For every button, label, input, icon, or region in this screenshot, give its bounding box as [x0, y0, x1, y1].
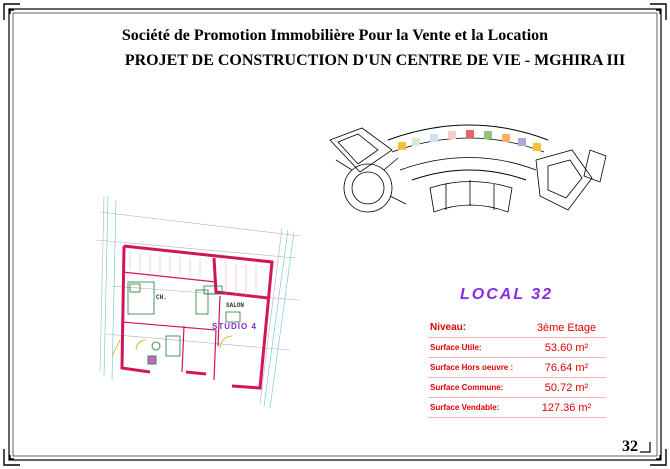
floor-plan [96, 196, 300, 408]
key-plan [330, 125, 606, 212]
room-label-ch: CH. [156, 294, 167, 301]
unit-label-studio: STUDIO 4 [212, 322, 257, 331]
surface-table [428, 318, 606, 418]
table-row [428, 358, 606, 378]
corner-ornament-tr [650, 4, 666, 20]
table-row [428, 378, 606, 398]
row-label: Surface Utile: [428, 338, 527, 358]
corner-ornament-tl [4, 4, 20, 20]
company-title: Société de Promotion Immobilière Pour la Vente et la Location [121, 27, 549, 44]
row-value: 50.72 m² [527, 378, 606, 398]
row-value: 53.60 m² [527, 338, 606, 358]
project-title: PROJET DE CONSTRUCTION D'UN CENTRE DE VIE - MGHIRA III [124, 52, 626, 69]
row-label: Niveau: [428, 318, 527, 338]
row-value: 3ème Etage [527, 318, 606, 338]
page-number: 32 [622, 438, 638, 455]
corner-ornament-bl [4, 449, 20, 465]
local-title: LOCAL 32 [460, 286, 554, 303]
table-row [428, 338, 606, 358]
page-number-ornament [640, 442, 650, 452]
row-label: Surface Commune: [428, 378, 527, 398]
table-row [428, 318, 606, 338]
bed-furniture [128, 282, 154, 314]
corner-ornament-br [650, 449, 666, 465]
table-row [428, 398, 606, 418]
room-label-salon: SALON [226, 302, 245, 309]
row-value: 76.64 m² [527, 358, 606, 378]
row-label: Surface Hors oeuvre : [428, 358, 527, 378]
row-label: Surface Vendable: [428, 398, 527, 418]
row-value: 127.36 m² [527, 398, 606, 418]
